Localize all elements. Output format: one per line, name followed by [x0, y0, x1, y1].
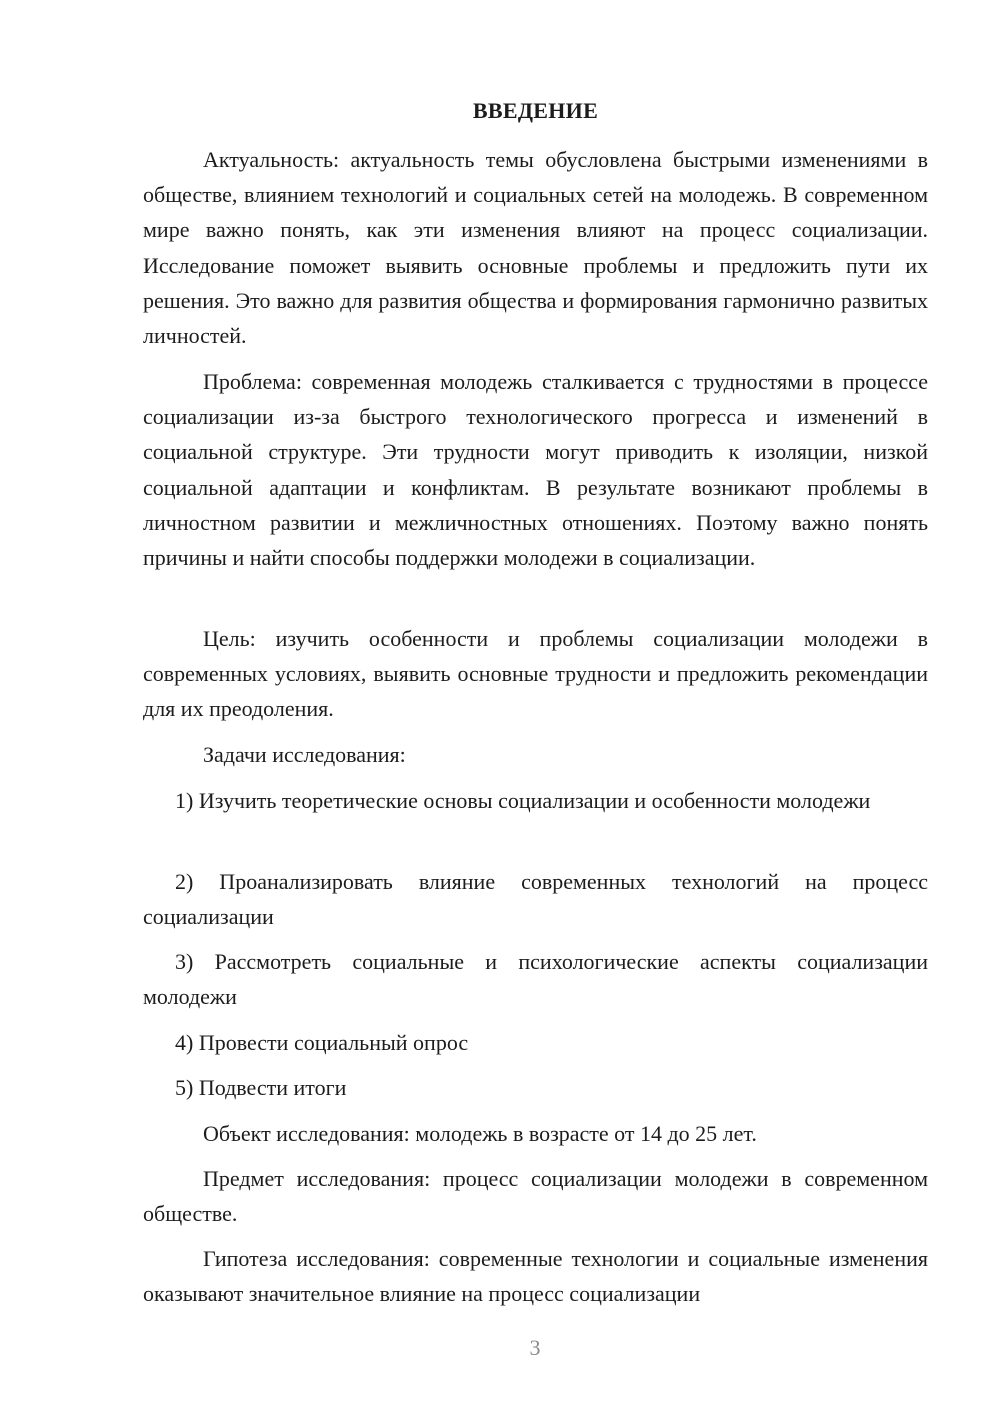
goal-paragraph: Цель: изучить особенности и проблемы социализации молодежи в современных условиях, выявить основные трудности и предложить рекомендации для их преодоления.: [143, 626, 928, 722]
hypothesis-paragraph: Гипотеза исследования: современные технологии и социальные изменения оказывают значительное влияние на процесс социализации: [143, 1246, 928, 1307]
object-paragraph: Объект исследования: молодежь в возрасте от 14 до 25 лет.: [203, 1121, 757, 1146]
relevance-paragraph: Актуальность: актуальность темы обусловлена быстрыми изменениями в обществе, влиянием технологий и социальных сетей на молодежь. В современном мире важно понять, как эти изменения влияют на процесс социализации. Исследование поможет выявить основные проблемы и предложить пути их решения. Это важно для развития общества и формирования гармонично развитых личностей.: [143, 147, 928, 349]
page-number: 3: [529, 1335, 541, 1360]
task-item-4: 4) Провести социальный опрос: [175, 1030, 469, 1055]
subject-paragraph: Предмет исследования: процесс социализации молодежи в современном обществе.: [143, 1166, 928, 1227]
problem-paragraph: Проблема: современная молодежь сталкивается с трудностями в процессе социализации из-за быстрого технологического прогресса и изменений в социальной структуре. Эти трудности могут приводить к изоляции, низкой социальной адаптации и конфликтам. В результате возникают проблемы в личностном развитии и межличностных отношениях. Поэтому важно понять причины и найти способы поддержки молодежи в социализации.: [143, 369, 928, 571]
tasks-title: Задачи исследования:: [203, 742, 406, 767]
task-item-1: 1) Изучить теоретические основы социализации и особенности молодежи: [175, 788, 871, 813]
task-item-2: 2) Проанализировать влияние современных технологий на процесс социализации: [143, 869, 928, 930]
section-heading: ВВЕДЕНИЕ: [472, 98, 599, 123]
task-item-5: 5) Подвести итоги: [175, 1075, 347, 1100]
task-item-3: 3) Рассмотреть социальные и психологические аспекты социализации молодежи: [143, 949, 928, 1010]
